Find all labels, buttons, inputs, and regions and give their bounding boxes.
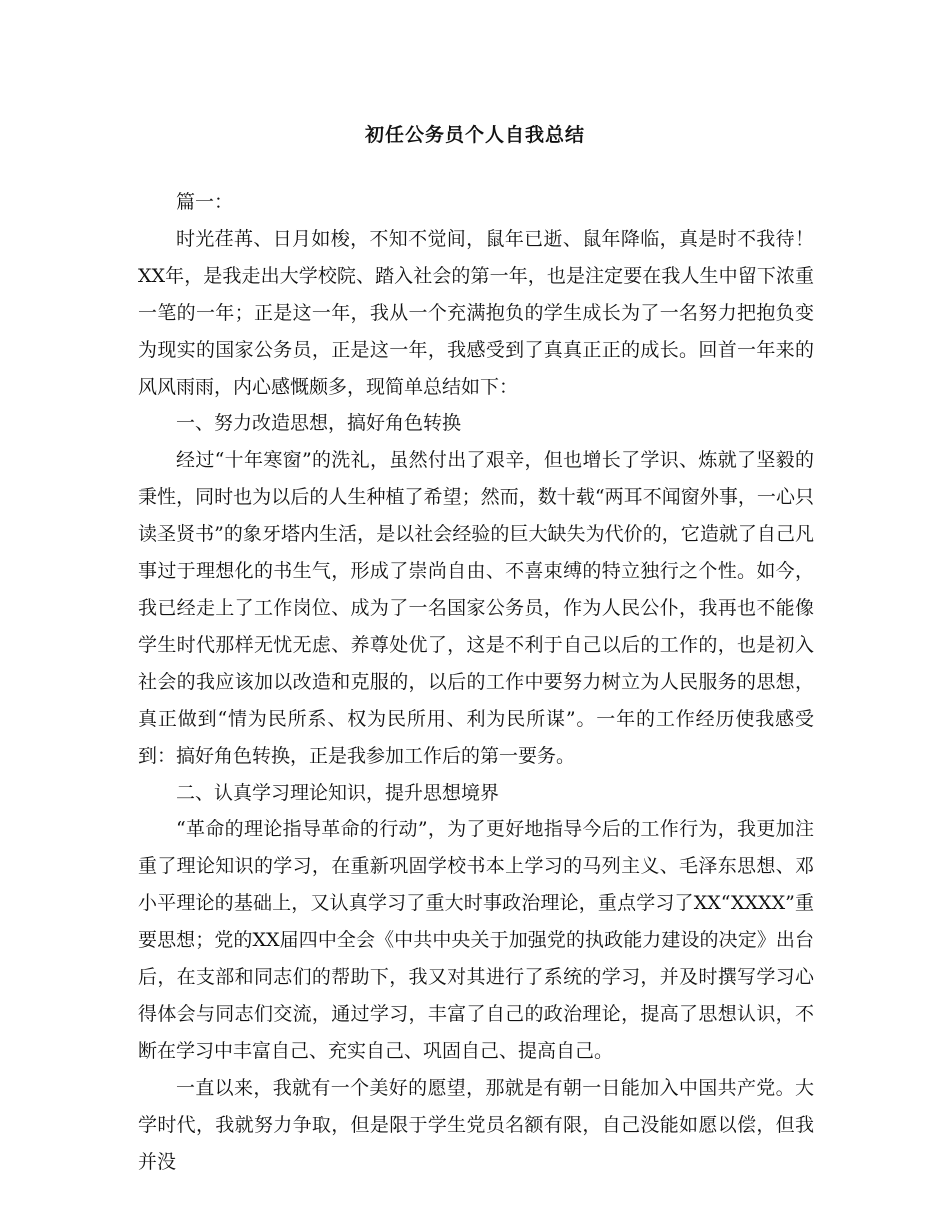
paragraph-section-2: “革命的理论指导革命的行动”，为了更好地指导今后的工作行为，我更加注重了理论知识的学习，在重新巩固学校书本上学习的马列主义、毛泽东思想、邓小平理论的基础上，又认真学习了重大时事政治理论，重点学习了XX“XXXX”重要思想；党的XX届四中全会《中共中央关于加强党的执政能力建设的决定》出台后，在支部和同志们的帮助下，我又对其进行了系统的学习，并及时撰写学习心得体会与同志们交流，通过学习，丰富了自己的政治理论，提高了思想认识，不断在学习中丰富自己、充实自己、巩固自己、提高自己。	[138, 818, 814, 1062]
document-body	[138, 184, 814, 1180]
paragraph-section-1: 经过“十年寒窗”的洗礼，虽然付出了艰辛，但也增长了学识、炼就了坚毅的秉性，同时也为以后的人生种植了希望；然而，数十载“两耳不闻窗外事，一心只读圣贤书”的象牙塔内生活，是以社会经验的巨大缺失为代价的，它造就了自己凡事过于理想化的书生气，形成了崇尚自由、不喜束缚的特立独行之个性。如今，我已经走上了工作岗位、成为了一名国家公务员，作为人民公仆，我再也不能像学生时代那样无忧无虑、养尊处优了，这是不利于自己以后的工作的，也是初入社会的我应该加以改造和克服的，以后的工作中要努力树立为人民服务的思想，真正做到“情为民所系、权为民所用、利为民所谋”。一年的工作经历使我感受到：搞好角色转换，正是我参加工作后的第一要务。	[138, 449, 814, 767]
section-heading-2: 二、认真学习理论知识，提升思想境界	[176, 781, 500, 804]
section-heading-1: 一、努力改造思想，搞好角色转换	[176, 412, 462, 435]
paragraph-party-aspiration: 一直以来，我就有一个美好的愿望，那就是有朝一日能加入中国共产党。大学时代，我就努力争取，但是限于学生党员名额有限，自己没能如愿以偿，但我并没	[138, 1076, 814, 1173]
paragraph-intro-label: 篇一：	[176, 191, 234, 213]
document-title: 初任公务员个人自我总结	[364, 124, 585, 146]
paragraph-opening: 时光荏苒、日月如梭，不知不觉间，鼠年已逝、鼠年降临，真是时不我待！XX年，是我走出大学校院、踏入社会的第一年，也是注定要在我人生中留下浓重一笔的一年；正是这一年，我从一个充满抱负的学生成长为了一名努力把抱负变为现实的国家公务员，正是这一年，我感受到了真真正正的成长。回首一年来的风风雨雨，内心感慨颇多，现简单总结如下：	[138, 227, 814, 398]
